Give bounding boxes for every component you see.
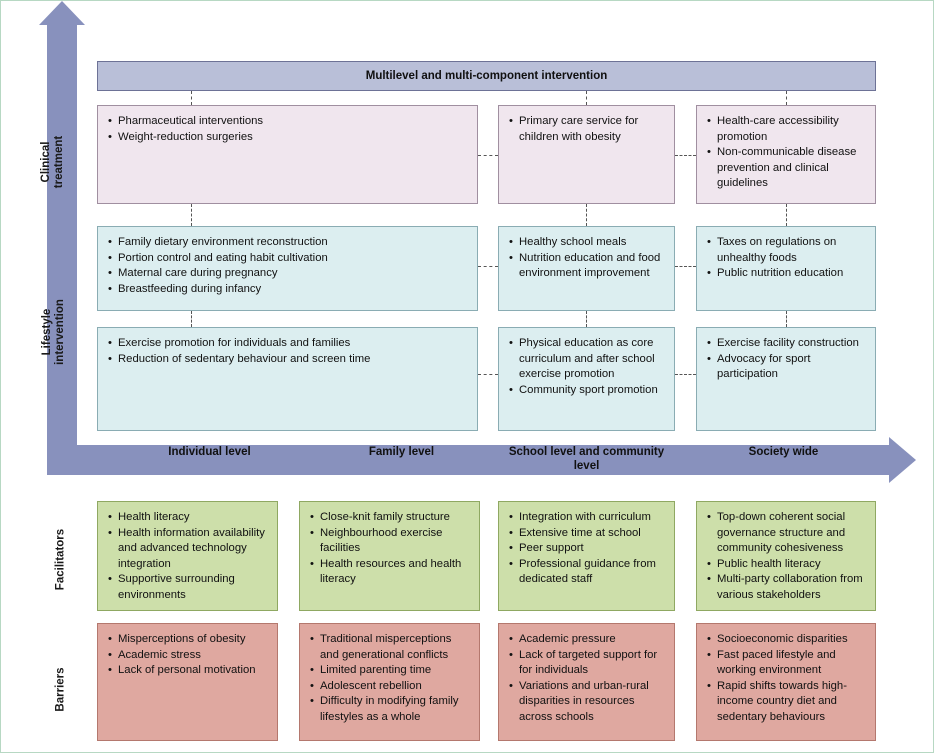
list-item: • Non-communicable disease prevention and clinical guidelines (707, 145, 865, 192)
list-item: • Top-down coherent social governance structure and community cohesiveness (707, 510, 865, 557)
box-diet-school (498, 226, 675, 311)
list-item: • Portion control and eating habit cultivation (108, 251, 467, 267)
column-label-family (319, 445, 484, 459)
vertical-axis-arrowhead (39, 1, 85, 25)
list-item: • Variations and urban-rural disparities in resources across schools (509, 679, 664, 726)
connector-clinical-to-diet-3 (786, 204, 787, 226)
horizontal-axis-arrowhead (889, 437, 916, 483)
list-item: • Difficulty in modifying family lifestyles as a whole (310, 694, 469, 725)
box-barriers-family (299, 623, 480, 741)
row-label-clinical-line1: Clinical (40, 141, 52, 183)
connector-clinical-banner (191, 91, 192, 105)
row-label-barriers-text: Barriers (54, 667, 67, 712)
box-diet-individual-family (97, 226, 478, 311)
list-item: • Weight-reduction surgeries (108, 130, 467, 146)
list-item: • Healthy school meals (509, 235, 664, 251)
list-item: • Adolescent rebellion (310, 679, 469, 695)
box-exercise-school (498, 327, 675, 431)
connector-clinical-1 (478, 155, 498, 156)
list-item: • Extensive time at school (509, 526, 664, 542)
column-label-school-line1: School level and (508, 446, 600, 458)
connector-clinical-banner-2 (586, 91, 587, 105)
row-label-barriers (55, 635, 68, 745)
list-item: • Nutrition education and food environment improvement (509, 251, 664, 282)
connector-clinical-to-diet-1 (191, 204, 192, 226)
connector-diet-to-exercise-2 (586, 311, 587, 327)
box-barriers-society (696, 623, 876, 741)
banner-multilevel-intervention (97, 61, 876, 91)
list-item: • Pharmaceutical interventions (108, 114, 467, 130)
row-label-lifestyle-intervention (41, 262, 67, 402)
row-label-facilitators-text: Facilitators (54, 528, 67, 591)
connector-exercise-1 (478, 374, 498, 375)
column-label-society-line1: Society wide (748, 446, 819, 458)
list-item: • Rapid shifts towards high-income country diet and sedentary behaviours (707, 679, 865, 726)
list-item: • Limited parenting time (310, 663, 469, 679)
box-barriers-individual (97, 623, 278, 741)
list-item: • Primary care service for children with obesity (509, 114, 664, 145)
box-exercise-individual-family (97, 327, 478, 431)
list-item: • Integration with curriculum (509, 510, 664, 526)
connector-exercise-2 (675, 374, 696, 375)
list-item: • Exercise facility construction (707, 336, 865, 352)
list-item: • Health information availability and advanced technology integration (108, 526, 267, 573)
box-exercise-society (696, 327, 876, 431)
column-label-individual (127, 445, 292, 459)
column-label-society (701, 445, 866, 459)
connector-diet-to-exercise-1 (191, 311, 192, 327)
connector-clinical-to-diet-2 (586, 204, 587, 226)
vertical-axis-arrow (47, 17, 77, 475)
list-item: • Academic pressure (509, 632, 664, 648)
column-label-school (504, 445, 669, 473)
list-item: • Misperceptions of obesity (108, 632, 267, 648)
row-label-lifestyle-line2: intervention (54, 299, 66, 365)
list-item: • Community sport promotion (509, 383, 664, 399)
box-facilitators-society (696, 501, 876, 611)
list-item: • Public nutrition education (707, 266, 865, 282)
list-item: • Public health literacy (707, 557, 865, 573)
list-item: • Reduction of sedentary behaviour and screen time (108, 352, 467, 368)
list-item: • Peer support (509, 541, 664, 557)
box-clinical-individual-family (97, 105, 478, 204)
list-item: • Exercise promotion for individuals and families (108, 336, 467, 352)
column-label-family-line1: Family level (368, 446, 435, 458)
list-item: • Maternal care during pregnancy (108, 266, 467, 282)
box-facilitators-individual (97, 501, 278, 611)
connector-diet-to-exercise-3 (786, 311, 787, 327)
list-item: • Fast paced lifestyle and working environment (707, 648, 865, 679)
connector-clinical-2 (675, 155, 696, 156)
list-item: • Breastfeeding during infancy (108, 282, 467, 298)
list-item: • Lack of targeted support for for individuals (509, 648, 664, 679)
row-label-clinical-treatment (40, 102, 66, 222)
banner-label: Multilevel and multi-component intervention (365, 70, 608, 82)
column-label-individual-line1: Individual level (168, 446, 251, 458)
list-item: • Health resources and health literacy (310, 557, 469, 588)
box-clinical-society (696, 105, 876, 204)
connector-diet-2 (675, 266, 696, 267)
list-item: • Health-care accessibility promotion (707, 114, 865, 145)
box-barriers-school (498, 623, 675, 741)
list-item: • Socioeconomic disparities (707, 632, 865, 648)
row-label-lifestyle-line1: Lifestyle (41, 308, 53, 356)
list-item: • Neighbourhood exercise facilities (310, 526, 469, 557)
row-label-clinical-line2: treatment (53, 135, 65, 189)
list-item: • Traditional misperceptions and generational conflicts (310, 632, 469, 663)
list-item: • Advocacy for sport participation (707, 352, 865, 383)
column-label-school-line2: community level (573, 446, 665, 472)
row-label-facilitators (55, 505, 68, 615)
box-clinical-school (498, 105, 675, 204)
list-item: • Close-knit family structure (310, 510, 469, 526)
connector-diet-1 (478, 266, 498, 267)
list-item: • Lack of personal motivation (108, 663, 267, 679)
list-item: • Academic stress (108, 648, 267, 664)
box-diet-society (696, 226, 876, 311)
list-item: • Professional guidance from dedicated staff (509, 557, 664, 588)
list-item: • Physical education as core curriculum and after school exercise promotion (509, 336, 664, 383)
list-item: • Multi-party collaboration from various stakeholders (707, 572, 865, 603)
list-item: • Taxes on regulations on unhealthy foods (707, 235, 865, 266)
connector-clinical-banner-3 (786, 91, 787, 105)
list-item: • Family dietary environment reconstruction (108, 235, 467, 251)
list-item: • Supportive surrounding environments (108, 572, 267, 603)
box-facilitators-family (299, 501, 480, 611)
box-facilitators-school (498, 501, 675, 611)
list-item: • Health literacy (108, 510, 267, 526)
